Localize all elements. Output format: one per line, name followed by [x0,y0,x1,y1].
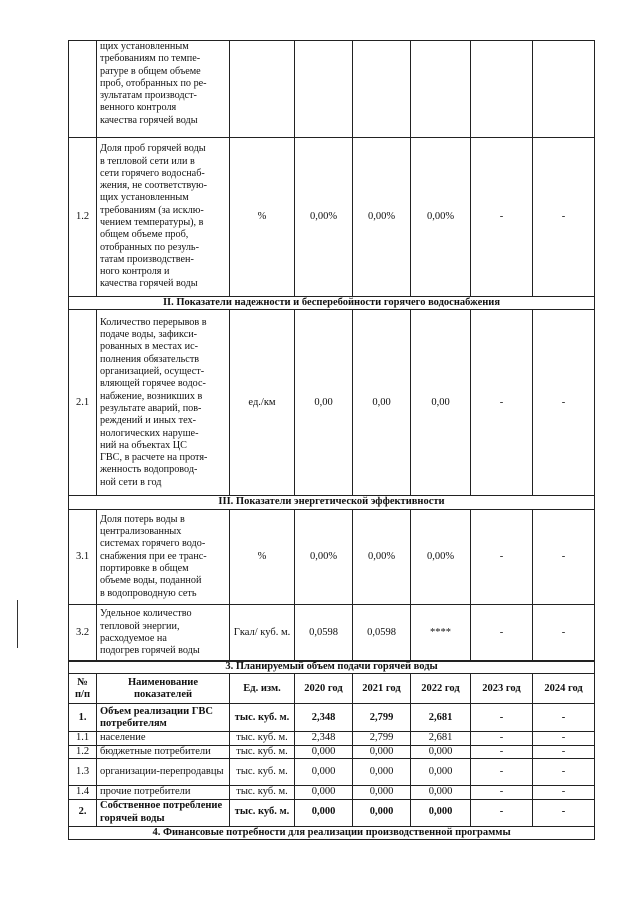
table-row [69,704,595,732]
indicator-name-line: подаче воды, зафикси- [100,329,198,341]
value-2024: - [533,732,595,745]
unit-cell: тыс. куб. м. [230,799,295,826]
indicator-name-line: щих установленным [100,41,189,52]
value-2022: 0,000 [411,799,471,826]
indicator-name-line: централизованных [100,526,182,538]
value-2020 [295,41,353,138]
value-2021 [353,41,411,138]
indicator-name-line: чением температуры), в [100,217,204,228]
value-2022: 0,00% [411,509,471,604]
value-2021: 0,000 [353,759,411,786]
col-header-2021: 2021 год [353,674,411,704]
value-2024: - [533,704,595,732]
unit-cell: Гкал/ куб. м. [230,604,295,661]
section-header-row [69,661,595,674]
value-2020: 0,000 [295,786,353,799]
indicator-name-line: снабжения при ее транс- [100,550,207,562]
col-header-2023: 2023 год [471,674,533,704]
indicator-name-line: подогрев горячей воды [100,645,200,657]
row-number: 1.2 [69,138,97,297]
value-2020: 2,348 [295,704,353,732]
indicator-name: Объем реализации ГВС потребителям [97,704,230,732]
value-2022: 0,00 [411,310,471,496]
value-2023: - [471,138,533,297]
value-2024: - [533,786,595,799]
unit-cell: % [230,138,295,297]
indicator-name-line: полнения обязательств [100,353,200,365]
indicator-name-line: ного контроля и [100,266,170,278]
value-2023 [471,41,533,138]
section-header-row [69,297,595,310]
value-2020: 0,00% [295,138,353,297]
value-2020: 0,000 [295,745,353,758]
row-number: 1. [69,704,97,732]
row-number: 1.2 [69,745,97,758]
value-2023: - [471,604,533,661]
row-number: 3.1 [69,509,97,604]
unit-cell: тыс. куб. м. [230,759,295,786]
table-row [69,310,595,496]
row-number: 3.2 [69,604,97,661]
row-number: 1.3 [69,759,97,786]
row-number: 1.1 [69,732,97,745]
value-2024 [533,41,595,138]
indicator-name-line: расходуемое на [100,632,167,644]
value-2022: 0,00% [411,138,471,297]
table-row [69,604,595,661]
col-header-unit: Ед. изм. [230,674,295,704]
indicator-name-line: проб, отобранных по ре- [100,77,207,89]
indicator-name-line: ГВС, в расчете на протя- [100,452,208,464]
table-row [69,799,595,826]
table-header-row [69,674,595,704]
table-row [69,786,595,799]
indicator-name: население [97,732,230,745]
indicator-name [97,41,230,138]
row-number: 2.1 [69,310,97,496]
indicator-name [97,310,230,496]
value-2021: 2,799 [353,704,411,732]
indicator-name-line: рованных в местах ис- [100,341,198,353]
value-2021: 0,000 [353,786,411,799]
indicator-name-line: ратуре в общем объеме [100,65,201,77]
indicator-name-line: тепловой энергии, [100,620,180,632]
table-row [69,41,595,138]
value-2021: 0,000 [353,799,411,826]
indicator-name: организации-перепродавцы [97,759,230,786]
indicator-name-line: общем объеме проб, [100,229,189,241]
value-2021: 0,00% [353,509,411,604]
value-2021: 0,000 [353,745,411,758]
indicator-name-line: венного контроля [100,102,177,114]
row-number: 2. [69,799,97,826]
value-2022 [411,41,471,138]
value-2020: 0,000 [295,799,353,826]
indicators-table [68,40,595,662]
indicator-name: Собственное потребление горячей воды [97,799,230,826]
unit-cell [230,41,295,138]
value-2020: 0,0598 [295,604,353,661]
unit-cell: тыс. куб. м. [230,786,295,799]
indicator-name-line: требованиям (за исклю- [100,204,204,216]
indicator-name-line: щих установленным [100,192,189,204]
indicator-name-line: Доля потерь воды в [100,513,185,525]
table-row [69,759,595,786]
value-2023: - [471,799,533,826]
supply-volume-table [68,660,595,840]
indicator-name-line: отобранных по резуль- [100,241,199,253]
value-2024: - [533,138,595,297]
indicator-name-line: качества горячей воды [100,114,198,126]
table-row [69,509,595,604]
value-2023: - [471,759,533,786]
indicator-name-line: требованиям по темпе- [100,53,201,65]
value-2021: 0,00% [353,138,411,297]
unit-cell: тыс. куб. м. [230,745,295,758]
value-2023: - [471,509,533,604]
indicator-name-line: зультатам производст- [100,90,197,102]
indicator-name [97,138,230,297]
value-2022: 2,681 [411,704,471,732]
indicator-name-line: ной сети в год [100,476,162,488]
value-2023: - [471,732,533,745]
indicator-name-line: в тепловой сети или в [100,155,195,167]
table-row [69,745,595,758]
indicator-name: прочие потребители [97,786,230,799]
indicator-name-line: нологических наруше- [100,427,199,439]
indicator-name-line: вляющей горячее водос- [100,378,206,390]
indicator-name-line: системах горячего водо- [100,538,206,550]
unit-cell: % [230,509,295,604]
indicator-name-line: сети горячего водоснаб- [100,167,205,179]
value-2024: - [533,759,595,786]
indicator-name-line: ний на объектах ЦС [100,439,187,451]
indicator-name-line: жения, не соответствую- [100,180,208,192]
indicator-name-line: Количество перерывов в [100,316,207,328]
unit-cell: тыс. куб. м. [230,732,295,745]
value-2023: - [471,786,533,799]
value-2024: - [533,799,595,826]
indicator-name-line: реждений и иных тех- [100,415,196,427]
value-2024: - [533,310,595,496]
value-2022: 0,000 [411,759,471,786]
section-title: 3. Планируемый объем подачи горячей воды [69,661,595,674]
margin-line [17,600,18,648]
unit-cell: тыс. куб. м. [230,704,295,732]
col-header-num: № п/п [69,674,97,704]
indicator-name-line: Доля проб горячей воды [100,143,206,155]
value-2022: 0,000 [411,745,471,758]
value-2023: - [471,745,533,758]
value-2021: 0,00 [353,310,411,496]
section-title: III. Показатели энергетической эффективности [69,496,595,509]
indicator-name-line: татам производствен- [100,253,194,265]
indicator-name-line: качества горячей воды [100,278,198,290]
indicator-name-line: женность водопровод- [100,464,198,476]
value-2023: - [471,704,533,732]
value-2024: - [533,509,595,604]
indicator-name-line: организацией, осущест- [100,366,205,378]
indicator-name [97,604,230,661]
value-2022: **** [411,604,471,661]
indicator-name-line: набжение, возникших в [100,390,203,402]
indicator-name-line: в водопроводную сеть [100,587,197,599]
value-2024: - [533,745,595,758]
indicator-name-line: Удельное количество [100,608,192,620]
value-2020: 2,348 [295,732,353,745]
value-2020: 0,00 [295,310,353,496]
value-2020: 0,00% [295,509,353,604]
indicator-name [97,509,230,604]
col-header-2024: 2024 год [533,674,595,704]
section-header-row [69,496,595,509]
row-number [69,41,97,138]
value-2023: - [471,310,533,496]
value-2022: 2,681 [411,732,471,745]
section-title: 4. Финансовые потребности для реализации производственной программы [69,826,595,839]
section-title: II. Показатели надежности и бесперебойности горячего водоснабжения [69,297,595,310]
value-2022: 0,000 [411,786,471,799]
indicator-name-line: объеме воды, поданной [100,575,202,587]
value-2021: 2,799 [353,732,411,745]
indicator-name: бюджетные потребители [97,745,230,758]
row-number: 1.4 [69,786,97,799]
value-2020: 0,000 [295,759,353,786]
table-row [69,732,595,745]
col-header-2020: 2020 год [295,674,353,704]
value-2021: 0,0598 [353,604,411,661]
col-header-name: Наименование показателей [97,674,230,704]
unit-cell: ед./км [230,310,295,496]
col-header-2022: 2022 год [411,674,471,704]
section-header-row [69,826,595,839]
table-row [69,138,595,297]
value-2024: - [533,604,595,661]
indicator-name-line: портировке в общем [100,562,189,574]
indicator-name-line: результате аварий, пов- [100,402,202,414]
